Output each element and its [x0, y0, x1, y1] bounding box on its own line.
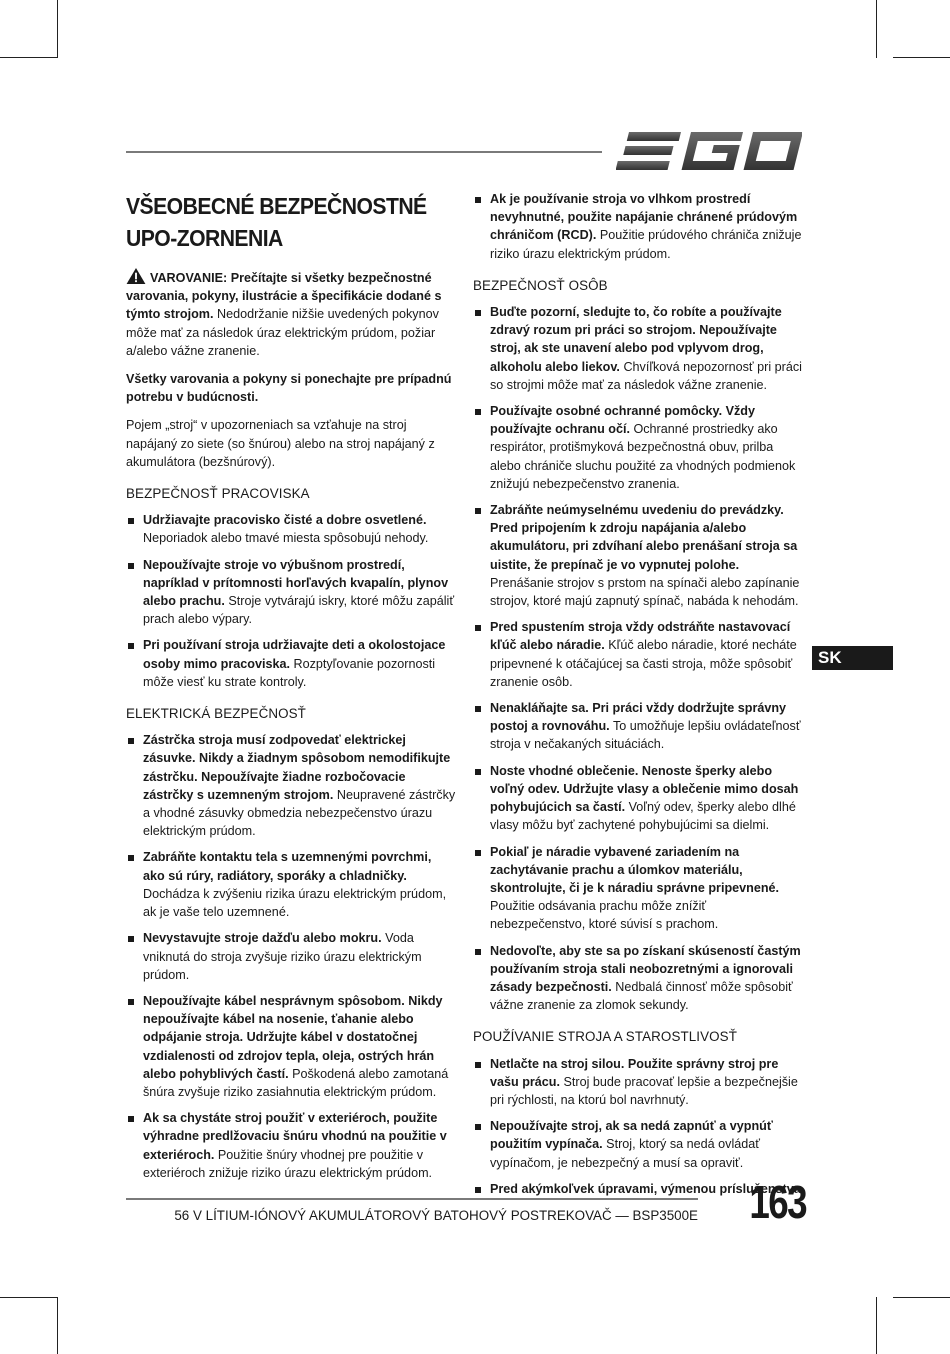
language-tab: SK [812, 646, 893, 670]
footer-title: 56 V LÍTIUM-IÓNOVÝ AKUMULÁTOROVÝ BATOHOVÝ POSTREKOVAČ — BSP3500E [174, 1208, 698, 1223]
crop-mark [893, 57, 950, 58]
item-bold: Nedovoľte, aby ste sa po získaní skúseností častým používaním stroja stali neobozretnými a ignorovali zásady bezpečnosti. [490, 943, 801, 994]
crop-mark [876, 0, 877, 58]
keep-note: Všetky varovania a pokyny si ponechajte pre prípadnú potrebu v budúcnosti. [126, 372, 452, 405]
item-bold: Nevystavujte stroje dažďu alebo mokru. [143, 931, 382, 946]
warning-triangle-icon [126, 268, 146, 284]
item-bold: Buďte pozorní, sledujte to, čo robíte a používajte zdravý rozum pri práci so strojom. Nepoužívajte stroj, ak ste unavení alebo pod vplyvom drog, alkoholu alebo liekov. [490, 305, 782, 374]
item-text: Neporiadok alebo tmavé miesta spôsobujú nehody. [143, 531, 429, 546]
list-item [126, 636, 456, 691]
item-text: Voľný odev, šperky alebo dlhé vlasy môžu byť zachytené pohybujúcimi sa dielmi. [490, 800, 796, 833]
item-text: Stroje vytvárajú iskry, ktoré môžu zapáliť prach alebo výpary. [143, 594, 455, 627]
list-item [126, 556, 456, 629]
item-bold: Pred spustením stroja vždy odstráňte nastavovací kľúč alebo náradie. [490, 620, 791, 653]
item-bold: Pred akýmkoľvek úpravami, výmenou príslušenstva [490, 1181, 801, 1196]
list-item [473, 190, 803, 263]
page-number: 163 [749, 1176, 806, 1228]
item-text: Voda vniknutá do stroja zvyšuje riziko úrazu elektrickým prúdom. [143, 931, 422, 982]
item-bold: Noste vhodné oblečenie. Nenoste šperky alebo voľný odev. Udržujte vlasy a oblečenie mimo dosah pohybujúcich sa častí. [490, 763, 799, 815]
item-bold: Nenakláňajte sa. Pri práci vždy dodržujte správny postoj a rovnováhu. [490, 701, 787, 734]
item-bold: Používajte osobné ochranné pomôcky. Vždy používajte ochranu očí. [490, 404, 755, 437]
right-column [473, 190, 803, 1206]
list-item [126, 511, 456, 547]
item-bold: Nepoužívajte stroj, ak sa nedá zapnúť a vypnúť použitím vypínača. [490, 1119, 773, 1152]
item-text: Nedbalá činnosť môže spôsobiť vážne zranenie za zlomok sekundy. [490, 979, 793, 1013]
footer-rule [126, 1198, 698, 1200]
list-item [473, 501, 803, 610]
list-item [126, 848, 456, 921]
item-bold: Nepoužívajte stroje vo výbušnom prostredí, napríklad v prítomnosti horľavých kvapalín, plynov alebo prachu. [143, 557, 449, 609]
left-column [126, 190, 456, 1190]
warning-paragraph [126, 268, 456, 360]
item-text: Chvíľková nepozornosť pri práci so strojmi môže mať za následok vážne zranenie. [490, 359, 802, 392]
list-item [126, 929, 456, 984]
list-item [473, 1117, 803, 1172]
section-title: VŠEOBECNÉ BEZPEČNOSTNÉ UPO-ZORNENIA [126, 193, 427, 251]
item-text: Prenášanie strojov s prstom na spínači alebo zapínanie strojov, ktoré majú zapnutý spínač, nabáda k nehodám. [490, 575, 800, 609]
item-bold: Zástrčka stroja musí zodpovedať elektrickej zásuvke. Nikdy a žiadnym spôsobom nemodifikujte zástrčku. Nepoužívajte žiadne rozbočovacie zástrčky s uzemneným strojom. [143, 733, 451, 802]
item-text: Dochádza k zvýšeniu rizika úrazu elektrickým prúdom, ak je vaše telo uzemnené. [143, 886, 447, 920]
item-bold: Netlačte na stroj silou. Použite správny stroj pre vašu prácu. [490, 1056, 779, 1089]
warning-text: Nedodržanie nižšie uvedených pokynov môže mať za následok úraz elektrickým prúdom, požiar a/alebo vážne zranenie. [126, 307, 439, 358]
item-text: To umožňuje lepšiu ovládateľnosť stroja v nečakaných situáciách. [490, 719, 801, 752]
crop-mark [0, 57, 57, 58]
warning-label: VAROVANIE: [150, 271, 228, 285]
item-text: Stroj, ktorý sa nedá ovládať vypínačom, je nebezpečný a musí sa opraviť. [490, 1137, 761, 1170]
item-bold: Zabráňte neúmyselnému uvedeniu do prevádzky. Pred pripojením k zdroju napájania a/alebo akumulátoru, pri zdvíhaní alebo prenášaní stroja sa uistite, že prepínač je vo vypnutej polohe. [490, 503, 798, 572]
crop-mark [57, 0, 58, 58]
item-bold: Udržiavajte pracovisko čisté a dobre osvetlené. [143, 513, 427, 528]
item-text: Ochranné prostriedky ako respirátor, protišmyková bezpečnostná obuv, prilba alebo chrániče sluchu použité za vhodných podmienok znižujú nebezpečenstvo zranenia. [490, 422, 796, 491]
crop-mark [876, 1297, 877, 1354]
crop-mark [0, 1297, 57, 1298]
person-heading: BEZPEČNOSŤ OSÔB [473, 277, 608, 293]
item-text: Stroj bude pracovať lepšie a bezpečnejšie pri rýchlosti, na ktorú bol navrhnutý. [490, 1074, 798, 1107]
item-bold: Ak je používanie stroja vo vlhkom prostredí nevyhnutné, použite napájanie chránené prúdovým chráničom (RCD). [490, 192, 798, 243]
list-item [473, 618, 803, 691]
item-bold: Pokiaľ je náradie vybavené zariadením na zachytávanie prachu a úlomkov materiálu, skontrolujte, či je k náradiu správne pripevnené. [490, 844, 780, 895]
list-item [473, 762, 803, 835]
list-item [473, 843, 803, 934]
list-item [126, 1109, 456, 1182]
item-text: Kľúč alebo náradie, ktoré necháte pripevnené k otáčajúcej sa časti stroja, môže spôsobiť zranenie osôb. [490, 638, 797, 689]
item-text: Použitie odsávania prachu môže znížiť nebezpečenstvo, ktoré súvisí s prachom. [490, 899, 719, 932]
item-bold: Pri používaní stroja udržiavajte deti a okolostojace osoby mimo pracoviska. [143, 638, 446, 671]
person-list [473, 303, 803, 1014]
item-bold: Ak sa chystáte stroj použiť v exteriéroch, použite výhradne predlžovaciu šnúru vhodnú na použitie v exteriéroch. [143, 1111, 447, 1162]
item-text: Poškodená alebo zamotaná šnúra zvyšuje riziko zasiahnutia elektrickým prúdom. [143, 1066, 449, 1099]
item-text: Neupravené zástrčky a vhodné zásuvky obmedzia nebezpečenstvo úrazu elektrickým prúdom. [143, 787, 456, 839]
warning-bold: Prečítajte si všetky bezpečnostné varovania, pokyny, ilustrácie a špecifikácie dodané s týmto strojom. [126, 271, 442, 322]
crop-mark [57, 1297, 58, 1354]
item-text: Rozptyľovanie pozornosti môže viesť ku strate kontroly. [143, 656, 436, 689]
list-item [126, 731, 456, 840]
elec-heading: ELEKTRICKÁ BEZPEČNOSŤ [126, 706, 306, 722]
list-item [473, 303, 803, 394]
header-rule [126, 151, 602, 153]
list-item [473, 402, 803, 493]
item-text: Použitie šnúry vhodnej pre použitie v exteriéroch znižuje riziko úrazu elektrickým prúdom. [143, 1147, 433, 1180]
crop-mark [893, 1297, 950, 1298]
work-list [126, 511, 456, 691]
list-item [126, 992, 456, 1101]
item-bold: Nepoužívajte kábel nesprávnym spôsobom. Nikdy nepoužívajte kábel na nosenie, ťahanie alebo odpájanie stroja. Udržujte kábel v dostatočnej vzdialenosti od zdrojov tepla, oleja, ostrých hrán alebo pohyblivých častí. [143, 993, 443, 1081]
elec-list [126, 731, 456, 1182]
use-heading: POUŽÍVANIE STROJA A STAROSTLIVOSŤ [473, 1029, 737, 1045]
item-text: Použitie prúdového chrániča znižuje riziko úrazu elektrickým prúdom. [490, 228, 802, 261]
item-bold: Zabráňte kontaktu tela s uzemnenými povrchmi, ako sú rúry, radiátory, sporáky a chladničky. [143, 850, 432, 883]
ego-logo [616, 128, 802, 174]
term-note: Pojem „stroj“ v upozorneniach sa vzťahuje na stroj napájaný zo siete (so šnúrou) alebo na stroj napájaný z akumulátora (bezšnúrový). [126, 418, 435, 469]
work-heading: BEZPEČNOSŤ PRACOVISKA [126, 486, 310, 502]
list-item [473, 699, 803, 754]
list-item [473, 942, 803, 1015]
list-item [473, 1055, 803, 1110]
